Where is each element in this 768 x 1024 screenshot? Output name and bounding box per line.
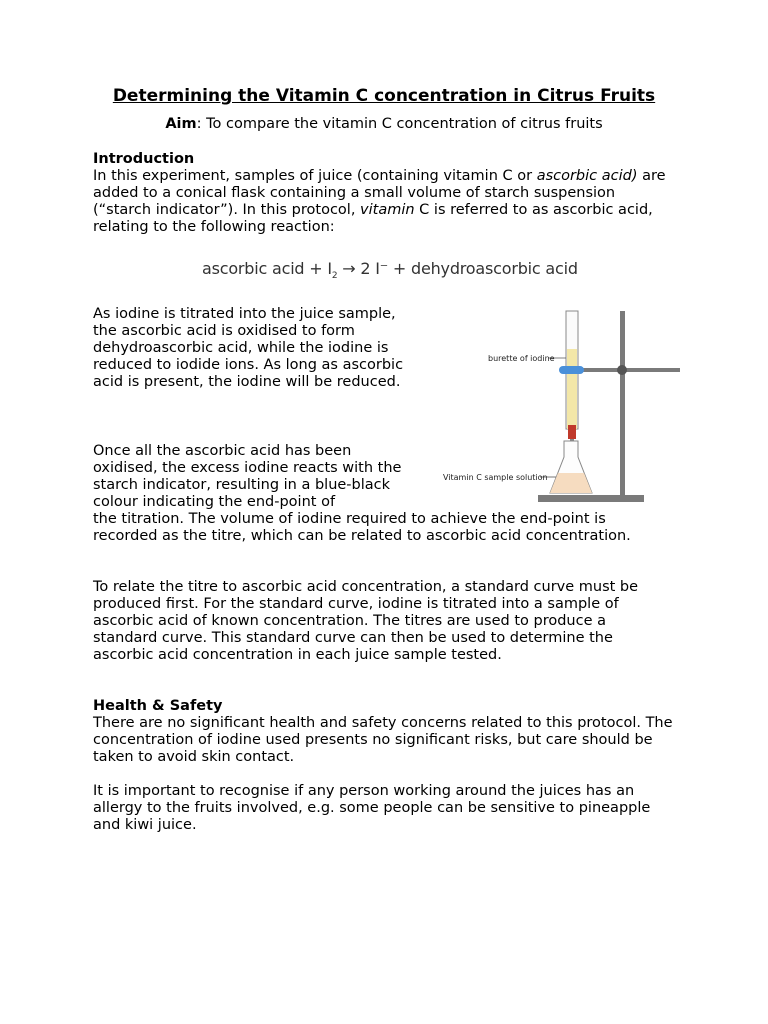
allergy-paragraph: It is important to recognise if any person working around the juices has an allergy to the fruits involved, e.g. some people can be sensitive to pineapple and kiwi juice. bbox=[93, 783, 651, 833]
burette-label: burette of iodine bbox=[488, 354, 555, 363]
health-safety-heading: Health & Safety bbox=[93, 698, 223, 714]
titration-diagram bbox=[430, 307, 682, 507]
flask-label: Vitamin C sample solution bbox=[443, 473, 548, 482]
standard-curve-paragraph: To relate the titre to ascorbic acid concentration, a standard curve must be produced first. For the standard curve, iodine is titrated into a sample of ascorbic acid of known concentration. The titres are used to produce a standard curve. This standard curve can then be used to determine the ascorbic acid concentration in each juice sample tested. bbox=[93, 579, 639, 663]
stand-base bbox=[538, 495, 644, 502]
intro-text-3: C is referred to as ascorbic acid, relating to the following reaction: bbox=[93, 202, 653, 235]
intro-text-1: In this experiment, samples of juice (containing vitamin C or bbox=[93, 168, 537, 184]
intro-text-2: are added to a conical flask containing a small volume of starch suspension (“starch indicator”). In this protocol, bbox=[93, 168, 666, 218]
health-safety-paragraph-1: There are no significant health and safety concerns related to this protocol. The concentration of iodine used presents no significant risks, but care should be taken to avoid skin contact. bbox=[93, 715, 673, 765]
aim-text: : To compare the vitamin C concentration of citrus fruits bbox=[196, 116, 603, 132]
aim-label: Aim bbox=[165, 116, 197, 132]
introduction-heading: Introduction bbox=[93, 151, 195, 167]
intro-text-vitamin: vitamin bbox=[360, 202, 415, 218]
introduction-section bbox=[93, 151, 673, 236]
health-safety-section bbox=[93, 698, 673, 766]
burette-iodine bbox=[567, 349, 577, 429]
burette-tap bbox=[568, 425, 576, 439]
burette-clamp bbox=[559, 366, 584, 374]
intro-text-ascorbic: ascorbic acid) bbox=[536, 168, 638, 184]
page-title: Determining the Vitamin C concentration in Citrus Fruits bbox=[112, 86, 656, 106]
aim-line bbox=[0, 116, 768, 132]
stand-rod bbox=[620, 311, 625, 497]
equation-left: ascorbic acid + I bbox=[202, 259, 332, 278]
clamp-boss bbox=[617, 365, 627, 375]
reaction-equation bbox=[202, 259, 578, 281]
equation-right: → 2 I⁻ + dehydroascorbic acid bbox=[337, 259, 578, 278]
equation-subscript: 2 bbox=[331, 271, 338, 282]
endpoint-paragraph-wrapped: Once all the ascorbic acid has been oxidised, the excess iodine reacts with the starch indicator, resulting in a blue-black colour indicating the end-point of bbox=[93, 443, 402, 510]
oxidation-paragraph: As iodine is titrated into the juice sample, the ascorbic acid is oxidised to form dehydroascorbic acid, while the iodine is reduced to iodide ions. As long as ascorbic acid is present, the iodine will be reduced. bbox=[93, 306, 404, 390]
endpoint-paragraph-full: the titration. The volume of iodine required to achieve the end-point is recorded as the titre, which can be related to ascorbic acid concentration. bbox=[93, 511, 631, 544]
